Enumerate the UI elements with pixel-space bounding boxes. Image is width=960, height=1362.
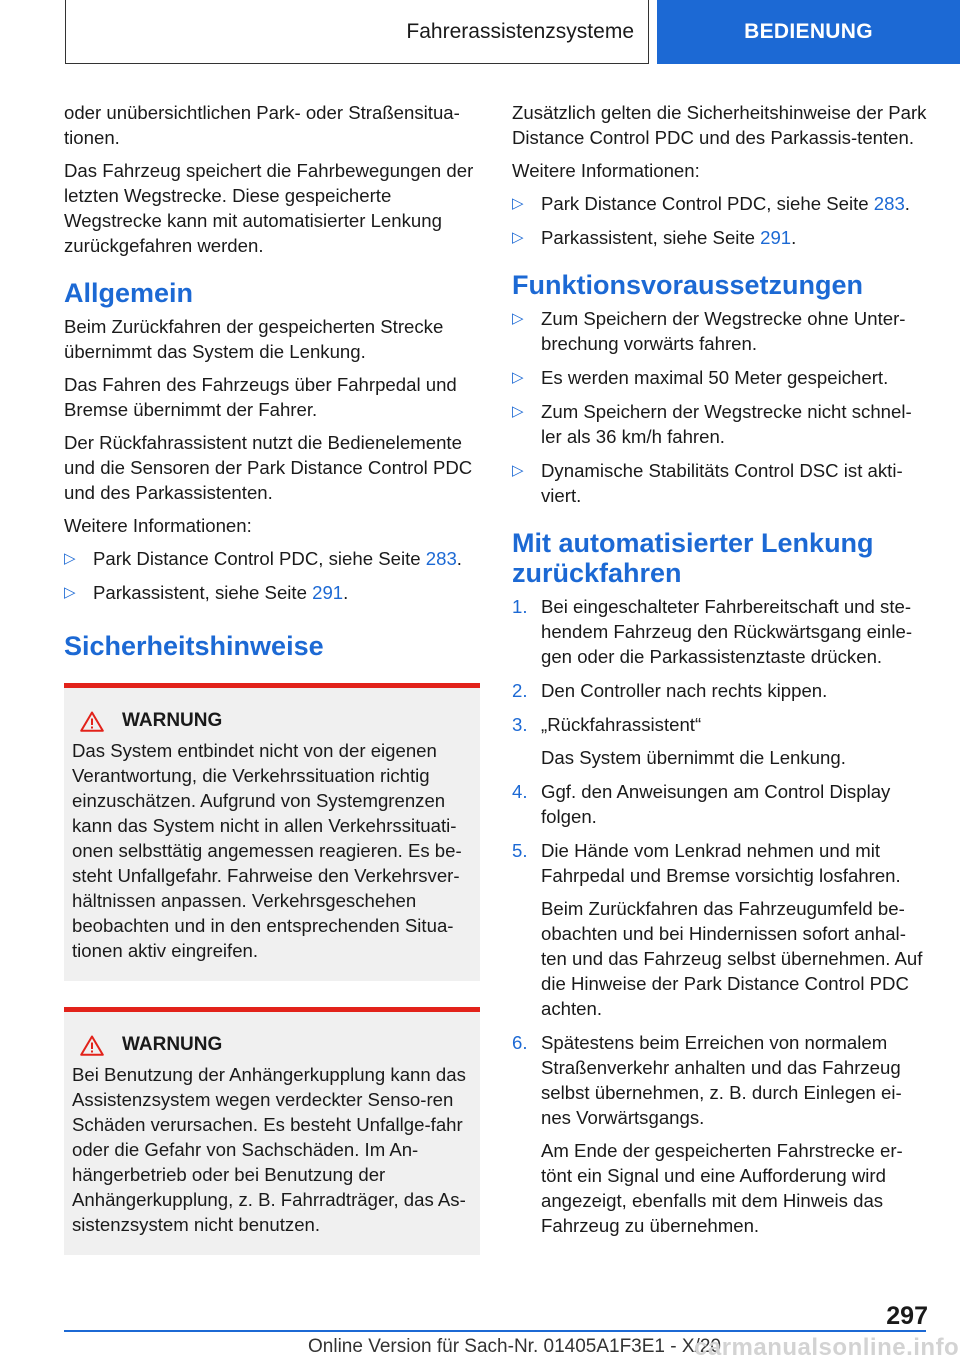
paragraph: Das Fahren des Fahrzeugs über Fahrpedal und Bremse übernimmt der Fahrer.: [64, 374, 457, 420]
step-number: 6.: [512, 1032, 528, 1053]
step-item: 5. Die Hände vom Lenkrad nehmen und mit Fahrpedal und Bremse vorsichtig losfahren. Beim Zurückfahren das Fahrzeugumfeld be-obachten und bei Hindernissen sofort anhal-ten und das Fahrzeug selbst übernehmen. Auf die Hinweise der Park Distance Control PDC achten.: [512, 838, 930, 1021]
step-number: 5.: [512, 840, 528, 861]
page-number: 297: [886, 1302, 928, 1330]
reference-list: [64, 546, 480, 605]
step-note: Am Ende der gespeicherten Fahrstrecke er-tönt ein Signal und eine Aufforderung wird angezeigt, ebenfalls mit dem Hinweis das Fahrzeug zu übernehmen.: [541, 1140, 903, 1236]
triangle-right-icon: ▷: [512, 369, 524, 386]
page-link[interactable]: 283: [873, 193, 905, 214]
list-item: ▷ Parkassistent, siehe Seite 291.: [512, 227, 797, 248]
steps-list: [512, 594, 930, 1238]
paragraph: oder unübersichtlichen Park- oder Straßensitua-tionen.: [64, 102, 460, 148]
page-link[interactable]: 291: [312, 582, 344, 603]
paragraph: Das Fahrzeug speichert die Fahrbewegungen der letzten Wegstrecke. Diese gespeicherte Wegstrecke kann mit automatisierter Lenkung zurückgefahren werden.: [64, 160, 474, 256]
triangle-right-icon: ▷: [512, 462, 524, 479]
triangle-right-icon: ▷: [512, 310, 524, 327]
heading-funktionsvoraussetzungen: Funktionsvoraussetzungen: [512, 270, 864, 300]
left-column: [64, 100, 480, 1255]
warning-box: [64, 1007, 480, 1255]
list-item: ▷ Parkassistent, siehe Seite 291.: [64, 582, 349, 603]
footer-online-version: Online Version für Sach-Nr. 01405A1F3E1 - X/20: [308, 1336, 721, 1357]
step-number: 4.: [512, 781, 528, 802]
section-title: BEDIENUNG: [744, 20, 873, 43]
right-column: [512, 100, 930, 1248]
heading-mit-automatisierter-lenkung: Mit automatisierter Lenkung zurückfahren: [512, 528, 874, 588]
section-tab: [657, 0, 960, 64]
heading-sicherheitshinweise: Sicherheitshinweise: [64, 631, 324, 661]
warning-title: WARNUNG: [122, 710, 223, 731]
warning-title: WARNUNG: [122, 1034, 223, 1055]
list-item: ▷ Zum Speichern der Wegstrecke ohne Unter-brechung vorwärts fahren.: [512, 308, 906, 354]
reference-list: [512, 191, 930, 250]
requirements-list: [512, 306, 930, 508]
footer-divider: [64, 1330, 926, 1332]
page-link[interactable]: 283: [425, 548, 457, 569]
step-item: 6. Spätestens beim Erreichen von normalem Straßenverkehr anhalten und das Fahrzeug selbst übernehmen, z. B. durch Einlegen ei-nes Vorwärtsgangs. Am Ende der gespeicherten Fahrstrecke er-tönt ein Signal und eine Aufforderung wird angezeigt, ebenfalls mit dem Hinweis das Fahrzeug zu übernehmen.: [512, 1030, 930, 1238]
triangle-right-icon: ▷: [512, 195, 524, 212]
step-number: 3.: [512, 714, 528, 735]
paragraph: Zusätzlich gelten die Sicherheitshinweise der Park Distance Control PDC und des Parkassis-tenten.: [512, 102, 927, 148]
triangle-right-icon: ▷: [512, 403, 524, 420]
step-item: 1. Bei eingeschalteter Fahrbereitschaft und ste-hendem Fahrzeug den Rückwärtsgang einle-gen oder die Parkassistenztaste drücken.: [512, 596, 913, 667]
warning-triangle-icon: [80, 711, 104, 732]
step-number: 1.: [512, 596, 528, 617]
paragraph: Der Rückfahrassistent nutzt die Bedienelemente und die Sensoren der Park Distance Control PDC und des Parkassistenten.: [64, 432, 473, 503]
chapter-tab: [65, 0, 649, 64]
step-note: Beim Zurückfahren das Fahrzeugumfeld be-obachten und bei Hindernissen sofort anhal-ten und das Fahrzeug selbst übernehmen. Auf die Hinweise der Park Distance Control PDC achten.: [541, 898, 923, 1019]
step-item: 2. Den Controller nach rechts kippen.: [512, 680, 828, 701]
paragraph: Weitere Informationen:: [64, 515, 252, 536]
step-item: 4. Ggf. den Anweisungen am Control Display folgen.: [512, 781, 891, 827]
warning-text: Bei Benutzung der Anhängerkupplung kann das Assistenzsystem wegen verdeckter Senso-ren Schäden verursachen. Es besteht Unfallge-fahr oder die Gefahr von Sachschäden. Im An-hängerbetrieb oder bei Benutzung der Anhängerkupplung, z. B. Fahrradträger, das As-sistenzsystem nicht benutzen.: [72, 1064, 466, 1235]
warning-text: Das System entbindet nicht von der eigenen Verantwortung, die Verkehrssituation richtig einzuschätzen. Aufgrund von Systemgrenzen kann das System nicht in allen Verkehrssituati-onen selbsttätig angemessen reagieren. Es be-steht Unfallgefahr. Fahrweise den Verkehrsver-hältnissen anpassen. Verkehrsgeschehen beobachten und in den entsprechenden Situa-tionen aktiv eingreifen.: [72, 740, 462, 961]
step-item: 3. „Rückfahrassistent“ Das System übernimmt die Lenkung.: [512, 712, 930, 770]
triangle-right-icon: ▷: [512, 229, 524, 246]
list-item: ▷ Es werden maximal 50 Meter gespeichert.: [512, 367, 889, 388]
step-number: 2.: [512, 680, 528, 701]
list-item: ▷ Zum Speichern der Wegstrecke nicht schnel-ler als 36 km/h fahren.: [512, 401, 912, 447]
warning-triangle-icon: [80, 1035, 104, 1056]
watermark: carmanualsonline.info: [694, 1334, 960, 1361]
list-item: ▷ Park Distance Control PDC, siehe Seite 283.: [512, 193, 910, 214]
warning-box: [64, 683, 480, 981]
triangle-right-icon: ▷: [64, 584, 76, 601]
chapter-title: Fahrerassistenzsysteme: [406, 19, 634, 43]
list-item: ▷ Dynamische Stabilitäts Control DSC ist akti-viert.: [512, 460, 903, 506]
list-item: ▷ Park Distance Control PDC, siehe Seite 283.: [64, 548, 462, 569]
page-link[interactable]: 291: [760, 227, 792, 248]
triangle-right-icon: ▷: [64, 550, 76, 567]
paragraph: Weitere Informationen:: [512, 160, 700, 181]
paragraph: Beim Zurückfahren der gespeicherten Strecke übernimmt das System die Lenkung.: [64, 316, 444, 362]
heading-allgemein: Allgemein: [64, 278, 194, 308]
step-note: Das System übernimmt die Lenkung.: [541, 747, 846, 768]
